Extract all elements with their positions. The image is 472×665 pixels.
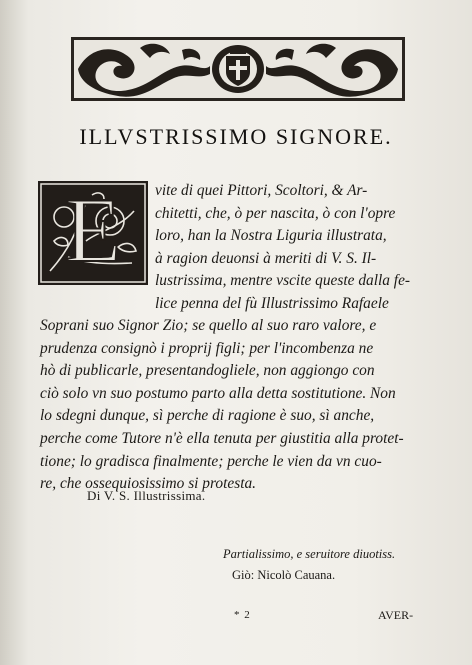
text-line: à ragion deuonsi à meriti di V. S. Il- — [155, 249, 377, 267]
text-line: lustrissima, mentre vscite queste dalla fe- — [155, 272, 411, 290]
text-line: lice penna del fù Illustrissimo Rafaele — [155, 294, 389, 312]
ornamental-headpiece — [70, 36, 406, 102]
text-line: Soprani suo Signor Zio; se quello al suo raro valore, e — [40, 317, 377, 335]
page-heading: ILLVSTRISSIMO SIGNORE. — [79, 124, 393, 149]
dedication-text — [40, 180, 444, 496]
salutation: Di V. S. Illustrissima. — [87, 488, 206, 503]
text-line: re, che ossequiosissimo si protesta. — [40, 475, 257, 493]
text-line: loro, han la Nostra Liguria illustrata, — [155, 227, 387, 245]
drop-cap-letter: E — [64, 181, 122, 281]
text-line: chitetti, che, ò per nascita, ò con l'opre — [155, 204, 396, 222]
text-line: hò di publicarle, presentandogliele, non aggiongo con — [40, 362, 375, 380]
catchword: AVER- — [378, 608, 414, 622]
text-line: prudenza consignò i proprij figli; per l'incombenza ne — [40, 339, 374, 357]
closing-formula: Partialissimo, e seruitore diuotiss. — [223, 547, 396, 561]
text-line: perche come Tutore n'è ella tenuta per giustitia alla protet- — [40, 430, 404, 448]
text-line: ciò solo vn suo postumo parto alla detta sostitutione. Non — [40, 384, 396, 402]
signature-mark: * 2 — [234, 609, 251, 621]
text-line: vite di quei Pittori, Scoltori, & Ar- — [155, 182, 368, 199]
signer-name: Giò: Nicolò Cauana. — [232, 568, 336, 582]
text-line: tione; lo gradisca finalmente; perche le vien da vn cuo- — [40, 452, 382, 470]
text-line: lo sdegni dunque, sì perche di ragione è suo, sì anche, — [40, 407, 375, 425]
